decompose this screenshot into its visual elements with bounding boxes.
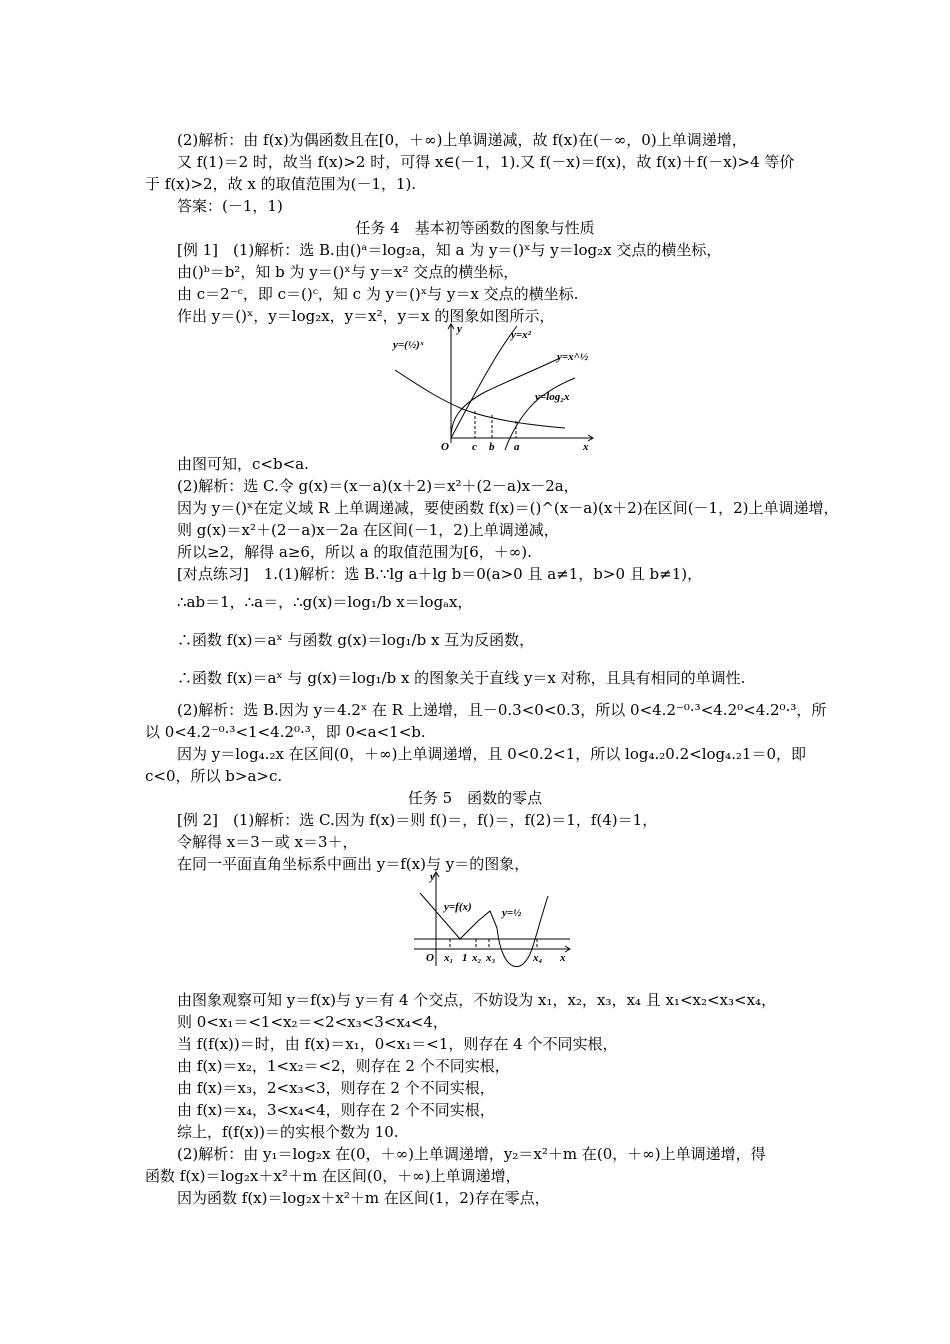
tick-x4: x₄ xyxy=(533,952,543,964)
tick-x1: x₁ xyxy=(444,952,454,964)
text-line: ∴函数 f(x)＝aˣ 与 g(x)＝log₁/b x 的图象关于直线 y＝x 对称，且具有相同的单调性. xyxy=(177,669,746,687)
y-axis-label: y xyxy=(430,871,435,883)
origin-label: O xyxy=(426,952,434,964)
text-line: 综上，f(f(x))＝的实根个数为 10. xyxy=(177,1123,399,1141)
text-line: [例 1] (1)解析：选 B.由()ᵃ＝log₂a，知 a 为 y＝()ˣ与 y＝log₂x 交点的横坐标， xyxy=(177,241,722,259)
label-f-x: y=f(x) xyxy=(444,901,472,913)
label-x-squared: y=x² xyxy=(511,329,531,341)
text-line: 由图可知，c<b<a. xyxy=(177,455,309,473)
y-axis-label: y xyxy=(457,323,462,335)
text-line: 令解得 x＝3－或 x＝3＋， xyxy=(177,833,358,851)
origin-label: O xyxy=(441,441,449,450)
text-line: (2)解析：由 y₁＝log₂x 在(0，＋∞)上单调递增，y₂＝x²＋m 在(0，＋∞)上单调递增，得 xyxy=(177,1145,766,1163)
text-line: ∴ab＝1，∴a＝，∴g(x)＝log₁/b x＝logₐx， xyxy=(177,593,473,611)
text-line: [对点练习] 1.(1)解析：选 B.∵lg a＋lg b＝0(a>0 且 a≠1，b>0 且 b≠1)， xyxy=(177,565,703,583)
section-heading: 任务 5 函数的零点 xyxy=(407,789,543,807)
text-line: c<0，所以 b>a>c. xyxy=(145,767,283,785)
text-line: 当 f(f(x))＝时，由 f(x)＝x₁，0<x₁＝<1，则存在 4 个不同实根， xyxy=(177,1035,618,1053)
function-graph-figure-1 xyxy=(385,318,605,450)
text-line: 由 f(x)＝x₃，2<x₃<3，则存在 2 个不同实根， xyxy=(177,1079,495,1097)
tick-b: b xyxy=(489,441,495,450)
label-log2-x: y=log₂x xyxy=(535,391,570,403)
text-line: (2)解析：选 B.因为 y＝4.2ˣ 在 R 上递增，且－0.3<0<0.3，所以 0<4.2⁻⁰·³<4.2⁰<4.2⁰·³，所 xyxy=(177,701,827,719)
text-line: 由图象观察可知 y＝f(x)与 y＝有 4 个交点，不妨设为 x₁，x₂，x₃，x₄ 且 x₁<x₂<x₃<x₄， xyxy=(177,991,777,1009)
function-graph-figure-2 xyxy=(410,866,578,978)
text-line: 因为 y＝log₄.₂x 在区间(0，＋∞)上单调递增，且 0<0.2<1，所以 log₄.₂0.2<log₄.₂1＝0，即 xyxy=(177,745,807,763)
text-line: 在同一平面直角坐标系中画出 y＝f(x)与 y＝的图象， xyxy=(177,855,530,873)
text-line: 作出 y＝()ˣ，y＝log₂x，y＝x²，y＝x 的图象如图所示， xyxy=(177,307,555,325)
text-line: (2)解析：选 C.令 g(x)＝(x－a)(x＋2)＝x²＋(2－a)x－2a， xyxy=(177,477,579,495)
text-line: 因为 y＝()ˣ在定义域 R 上单调递减，要使函数 f(x)＝()^(x－a)(x＋2)在区间(－1，2)上单调递增， xyxy=(177,499,839,517)
x-axis-label: x xyxy=(560,952,566,964)
text-line: (2)解析：由 f(x)为偶函数且在[0，＋∞)上单调递减，故 f(x)在(－∞，0)上单调递增， xyxy=(177,131,747,149)
tick-1: 1 xyxy=(462,952,468,964)
text-line: 则 g(x)＝x²＋(2－a)x－2a 在区间(－1，2)上单调递减， xyxy=(177,521,559,539)
text-line: 函数 f(x)＝log₂x＋x²＋m 在区间(0，＋∞)上单调递增， xyxy=(145,1167,521,1185)
text-line: 所以≥2，解得 a≥6，所以 a 的取值范围为[6，＋∞). xyxy=(177,543,532,561)
label-sqrt-x: y=x^½ xyxy=(557,351,589,363)
text-line: 由 f(x)＝x₂，1<x₂＝<2，则存在 2 个不同实根， xyxy=(177,1057,510,1075)
text-line: 答案：(－1，1) xyxy=(177,197,283,215)
tick-c: c xyxy=(472,441,477,450)
section-heading: 任务 4 基本初等函数的图象与性质 xyxy=(355,219,595,237)
label-y-half: y=½ xyxy=(502,907,522,919)
tick-x3: x₃ xyxy=(486,952,496,964)
text-line: 则 0<x₁＝<1<x₂＝<2<x₃<3<x₄<4， xyxy=(177,1013,448,1031)
label-half-power: y=(½)ˣ xyxy=(393,339,424,351)
text-line: [例 2] (1)解析：选 C.因为 f(x)＝则 f()＝，f()＝，f(2)＝1，f(4)＝1， xyxy=(177,811,658,829)
text-line: 因为函数 f(x)＝log₂x＋x²＋m 在区间(1，2)存在零点， xyxy=(177,1189,550,1207)
x-axis-label: x xyxy=(583,441,589,450)
curve-log2-x xyxy=(505,378,575,450)
text-line: 由()ᵇ＝b²，知 b 为 y＝()ˣ与 y＝x² 交点的横坐标， xyxy=(177,263,519,281)
text-line: 由 c＝2⁻ᶜ，即 c＝()ᶜ，知 c 为 y＝()ˣ与 y＝x 交点的横坐标. xyxy=(177,285,579,303)
tick-a: a xyxy=(514,441,520,450)
curve-f-x xyxy=(420,893,497,939)
text-line: ∴函数 f(x)＝aˣ 与函数 g(x)＝log₁/b x 互为反函数， xyxy=(177,631,535,649)
text-line: 又 f(1)＝2 时，故当 f(x)>2 时，可得 x∈(－1，1).又 f(－x)＝f(x)，故 f(x)＋f(－x)>4 等价 xyxy=(177,153,795,171)
text-line: 于 f(x)>2，故 x 的取值范围为(－1，1). xyxy=(145,175,417,193)
tick-x2: x₂ xyxy=(472,952,482,964)
text-line: 由 f(x)＝x₄，3<x₄<4，则存在 2 个不同实根， xyxy=(177,1101,495,1119)
text-line: 以 0<4.2⁻⁰·³<1<4.2⁰·³，即 0<a<1<b. xyxy=(145,723,426,741)
